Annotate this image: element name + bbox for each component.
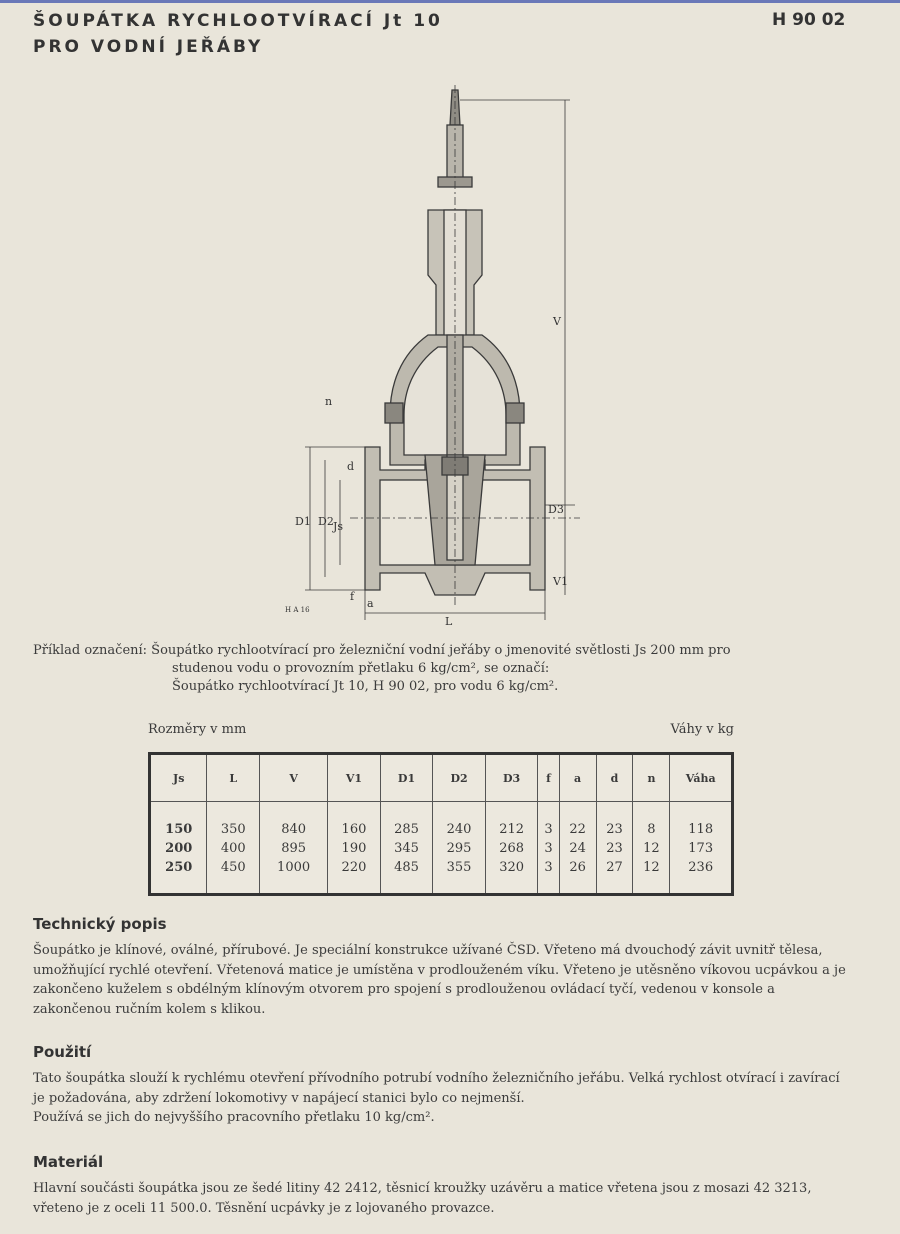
col-d3: 212 268 320 bbox=[485, 802, 538, 894]
header-d1: D1 bbox=[380, 755, 433, 802]
technical-heading: Technický popis bbox=[33, 915, 167, 933]
caption-weights: Váhy v kg bbox=[670, 722, 734, 737]
section-usage bbox=[33, 1043, 853, 1128]
header-v: V bbox=[260, 755, 328, 802]
col-vaha: 118 173 236 bbox=[670, 802, 731, 894]
label-L: L bbox=[445, 615, 453, 628]
col-d2: 240 295 355 bbox=[433, 802, 486, 894]
col-js: 150 200 250 bbox=[151, 802, 207, 894]
header-d: d bbox=[596, 755, 633, 802]
caption-dimensions: Rozměry v mm bbox=[148, 722, 247, 737]
header-a: a bbox=[559, 755, 596, 802]
top-border bbox=[0, 0, 900, 3]
usage-heading: Použití bbox=[33, 1043, 92, 1061]
header-d2: D2 bbox=[433, 755, 486, 802]
header-v1: V1 bbox=[328, 755, 381, 802]
label-D1: D1 bbox=[295, 515, 311, 528]
col-a: 22 24 26 bbox=[559, 802, 596, 894]
label-D3: D3 bbox=[548, 503, 564, 516]
col-v1: 160 190 220 bbox=[328, 802, 381, 894]
col-l: 350 400 450 bbox=[207, 802, 260, 894]
title-line-2: PRO VODNÍ JEŘÁBY bbox=[33, 37, 264, 57]
col-d1: 285 345 485 bbox=[380, 802, 433, 894]
header-vaha: Váha bbox=[670, 755, 731, 802]
col-d: 23 23 27 bbox=[596, 802, 633, 894]
col-f: 3 3 3 bbox=[538, 802, 559, 894]
bolt-right bbox=[506, 403, 524, 423]
valve-drawing bbox=[270, 85, 600, 630]
technical-text: Šoupátko je klínové, oválné, přírubové. Je speciální konstrukce užívané ČSD. Vřeteno má dvouchodý závit uvnitř tělesa, umožňující rychlé otevření. Vřetenová matice je umístěna v prodlouženém víku. Vřeteno je utěsněno víkovou ucpávkou a je zakončeno kuželem s obdélným klínovým otvorem pro spojení s prodlouženou ovládací tyčí, vedenou v konsole a zakončenou ručním kolem s klikou. bbox=[33, 943, 846, 1017]
designation-example bbox=[33, 642, 853, 696]
table-captions bbox=[148, 722, 734, 737]
usage-text-1: Tato šoupátka slouží k rychlému otevření přívodního potrubí vodního železničního jeřábu. Velká rychlost otvírací i zavírací je požadována, aby zdržení lokomotivy v napájecí stanici bylo co nejmenší. bbox=[33, 1071, 840, 1106]
section-technical bbox=[33, 915, 853, 1019]
label-V1: V1 bbox=[553, 575, 568, 588]
label-d: d bbox=[347, 460, 355, 473]
header-n: n bbox=[633, 755, 670, 802]
section-material bbox=[33, 1153, 853, 1218]
document-code: H 90 02 bbox=[772, 10, 846, 30]
label-n: n bbox=[325, 395, 333, 408]
example-line-1: Příklad označení: Šoupátko rychlootvírací pro železniční vodní jeřáby o jmenovité světlosti Js 200 mm pro bbox=[33, 643, 731, 658]
label-a: a bbox=[367, 597, 374, 610]
example-line-2: studenou vodu o provozním přetlaku 6 kg/cm², se označí: bbox=[172, 661, 550, 676]
page-title bbox=[33, 8, 443, 60]
title-line-1: ŠOUPÁTKA RYCHLOOTVÍRACÍ Jt 10 bbox=[33, 11, 443, 31]
example-line-3: Šoupátko rychlootvírací Jt 10, H 90 02, pro vodu 6 kg/cm². bbox=[172, 679, 559, 694]
label-D2: D2 bbox=[318, 515, 334, 528]
material-text: Hlavní součásti šoupátka jsou ze šedé litiny 42 2412, těsnicí kroužky uzávěru a matice vřetena jsou z mosazi 42 3213, vřeteno je z oceli 11 500.0. Těsnění ucpávky je z lojovaného provazce. bbox=[33, 1181, 812, 1216]
label-V: V bbox=[553, 315, 561, 328]
material-heading: Materiál bbox=[33, 1153, 104, 1171]
table-data bbox=[151, 802, 731, 894]
label-Js: Js bbox=[333, 520, 344, 533]
col-n: 8 12 12 bbox=[633, 802, 670, 894]
header-l: L bbox=[207, 755, 260, 802]
usage-text-2: Používá se jich do nejvyššího pracovního přetlaku 10 kg/cm². bbox=[33, 1110, 435, 1125]
label-f: f bbox=[350, 590, 355, 603]
header-f: f bbox=[538, 755, 559, 802]
dimensions-table bbox=[148, 752, 734, 896]
table-header-row bbox=[151, 755, 731, 802]
figure-note: H A 16 bbox=[285, 606, 310, 614]
col-v: 840 895 1000 bbox=[260, 802, 328, 894]
header-js: Js bbox=[151, 755, 207, 802]
bolt-left bbox=[385, 403, 403, 423]
header-d3: D3 bbox=[485, 755, 538, 802]
